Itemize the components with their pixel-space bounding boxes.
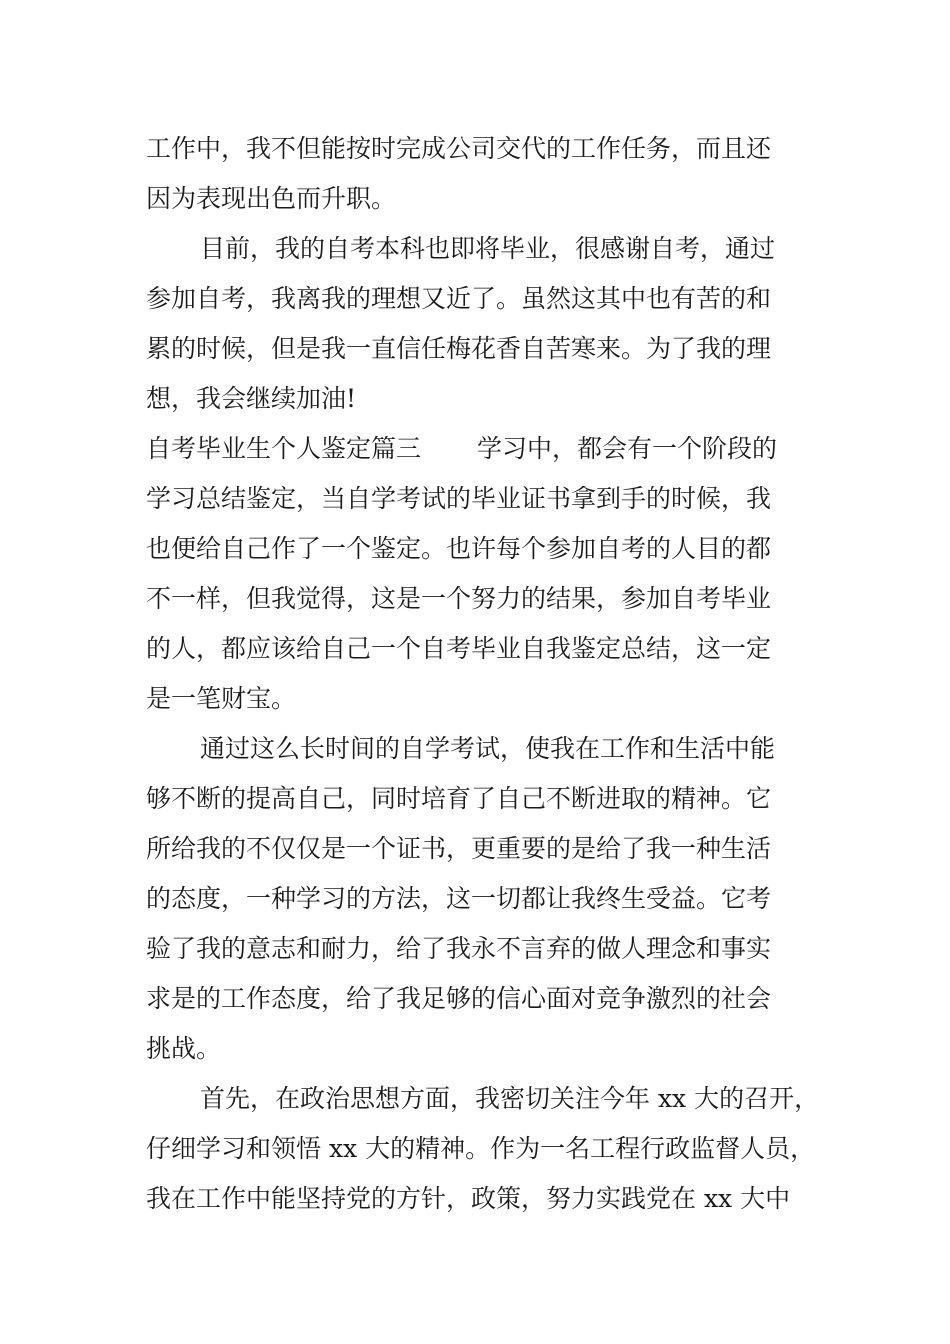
body-text-line: 我在工作中能坚持党的方针，政策，努力实践党在 xx 大中 [146, 1184, 791, 1213]
section-heading-line [146, 434, 826, 464]
body-text-line: 是一笔财宝。 [146, 684, 297, 713]
body-text-line: 不一样，但我觉得，这是一个努力的结果，参加自考毕业 [146, 584, 772, 613]
body-text-line: 也便给自己作了一个鉴定。也许每个参加自考的人目的都 [146, 534, 772, 563]
body-text-line: 想，我会继续加油! [146, 384, 357, 413]
body-text-line: 仔细学习和领悟 xx 大的精神。作为一名工程行政监督人员， [146, 1134, 816, 1163]
section-heading: 自考毕业生个人鉴定篇三 [146, 434, 422, 463]
body-text-fragment: 学习中，都会有一个阶段的 [477, 434, 778, 463]
body-text-line: 的态度，一种学习的方法，这一切都让我终生受益。它考 [146, 884, 772, 913]
paragraph-first-line: 目前，我的自考本科也即将毕业，很感谢自考，通过 [200, 234, 776, 263]
body-text-line: 所给我的不仅仅是一个证书，更重要的是给了我一种生活 [146, 834, 772, 863]
body-text-line: 的人，都应该给自己一个自考毕业自我鉴定总结，这一定 [146, 634, 772, 663]
body-text-line: 累的时候，但是我一直信任梅花香自苦寒来。为了我的理 [146, 334, 772, 363]
body-text-line: 参加自考，我离我的理想又近了。虽然这其中也有苦的和 [146, 284, 772, 313]
body-text-line: 验了我的意志和耐力，给了我永不言弃的做人理念和事实 [146, 934, 772, 963]
body-text-line: 够不断的提高自己，同时培育了自己不断进取的精神。它 [146, 784, 772, 813]
body-text-line: 因为表现出色而升职。 [146, 184, 397, 213]
body-text-line: 求是的工作态度，给了我足够的信心面对竞争激烈的社会 [146, 984, 772, 1013]
body-text-line: 挑战。 [146, 1034, 222, 1063]
body-text-line: 工作中，我不但能按时完成公司交代的工作任务，而且还 [146, 134, 772, 163]
body-text-line: 学习总结鉴定，当自学考试的毕业证书拿到手的时候，我 [146, 484, 772, 513]
paragraph-first-line: 首先，在政治思想方面，我密切关注今年 xx 大的召开， [200, 1084, 820, 1113]
paragraph-first-line: 通过这么长时间的自学考试，使我在工作和生活中能 [200, 734, 776, 763]
